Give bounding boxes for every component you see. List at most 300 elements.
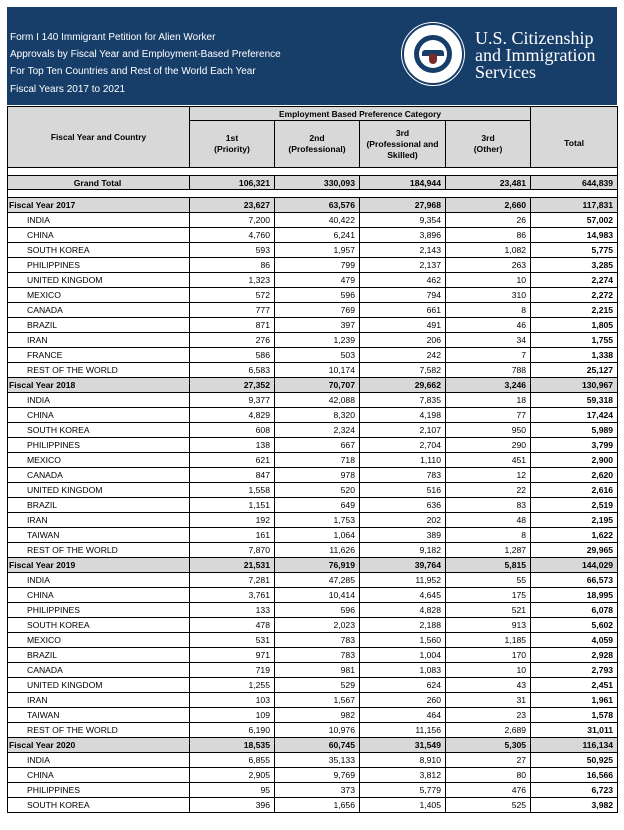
- country-row: [8, 333, 618, 348]
- country-name: REST OF THE WORLD: [8, 543, 190, 558]
- country-total-cell: 1,338: [531, 348, 618, 363]
- fiscal-year-row: [8, 738, 618, 753]
- country-total-cell: 3,982: [531, 798, 618, 813]
- country-name: CHINA: [8, 588, 190, 603]
- country-cell: 1,567: [275, 693, 360, 708]
- country-cell: 9,182: [360, 543, 446, 558]
- country-name: INDIA: [8, 573, 190, 588]
- country-cell: 34: [446, 333, 531, 348]
- country-name: CHINA: [8, 768, 190, 783]
- country-cell: 77: [446, 408, 531, 423]
- col-header-2nd: 2nd (Professional): [275, 121, 360, 168]
- country-cell: 170: [446, 648, 531, 663]
- country-name: UNITED KINGDOM: [8, 273, 190, 288]
- country-name: IRAN: [8, 693, 190, 708]
- country-total-cell: 29,965: [531, 543, 618, 558]
- country-cell: 175: [446, 588, 531, 603]
- country-row: [8, 633, 618, 648]
- country-name: UNITED KINGDOM: [8, 483, 190, 498]
- grand-total-cell: 184,944: [360, 176, 446, 190]
- fiscal-year-cell: 70,707: [275, 378, 360, 393]
- country-cell: 1,082: [446, 243, 531, 258]
- country-cell: 516: [360, 483, 446, 498]
- fiscal-year-cell: 21,531: [190, 558, 275, 573]
- country-name: PHILIPPINES: [8, 603, 190, 618]
- country-cell: 4,198: [360, 408, 446, 423]
- table-group-header-row: [8, 107, 618, 121]
- country-cell: 783: [275, 633, 360, 648]
- country-cell: 777: [190, 303, 275, 318]
- country-name: TAIWAN: [8, 528, 190, 543]
- country-cell: 55: [446, 573, 531, 588]
- country-cell: 1,753: [275, 513, 360, 528]
- country-cell: 389: [360, 528, 446, 543]
- country-cell: 10: [446, 273, 531, 288]
- country-cell: 8: [446, 303, 531, 318]
- country-cell: 2,143: [360, 243, 446, 258]
- country-cell: 478: [190, 618, 275, 633]
- country-row: [8, 618, 618, 633]
- country-cell: 8,910: [360, 753, 446, 768]
- country-cell: 520: [275, 483, 360, 498]
- country-cell: 6,241: [275, 228, 360, 243]
- country-name: MEXICO: [8, 288, 190, 303]
- country-cell: 667: [275, 438, 360, 453]
- fiscal-year-cell: 5,305: [446, 738, 531, 753]
- country-name: INDIA: [8, 393, 190, 408]
- country-name: PHILIPPINES: [8, 438, 190, 453]
- country-cell: 35,133: [275, 753, 360, 768]
- fiscal-year-row: [8, 378, 618, 393]
- country-cell: 649: [275, 498, 360, 513]
- country-cell: 981: [275, 663, 360, 678]
- country-cell: 871: [190, 318, 275, 333]
- country-cell: 4,760: [190, 228, 275, 243]
- country-cell: 462: [360, 273, 446, 288]
- country-cell: 10,414: [275, 588, 360, 603]
- country-cell: 783: [360, 468, 446, 483]
- country-cell: 10,976: [275, 723, 360, 738]
- country-cell: 48: [446, 513, 531, 528]
- title-line: For Top Ten Countries and Rest of the World Each Year: [10, 66, 256, 78]
- country-cell: 27: [446, 753, 531, 768]
- country-total-cell: 25,127: [531, 363, 618, 378]
- country-cell: 950: [446, 423, 531, 438]
- group-header: Employment Based Preference Category: [190, 107, 531, 121]
- country-cell: 95: [190, 783, 275, 798]
- col-header-3rd-other: 3rd (Other): [446, 121, 531, 168]
- country-cell: 503: [275, 348, 360, 363]
- spacer-row: [8, 190, 618, 198]
- grand-total-cell: 330,093: [275, 176, 360, 190]
- country-row: [8, 393, 618, 408]
- country-cell: 718: [275, 453, 360, 468]
- country-cell: 396: [190, 798, 275, 813]
- agency-line: Services: [475, 62, 536, 82]
- country-cell: 7: [446, 348, 531, 363]
- country-cell: 397: [275, 318, 360, 333]
- country-cell: 11,156: [360, 723, 446, 738]
- country-row: [8, 303, 618, 318]
- country-cell: 1,004: [360, 648, 446, 663]
- country-cell: 1,558: [190, 483, 275, 498]
- country-cell: 43: [446, 678, 531, 693]
- country-cell: 913: [446, 618, 531, 633]
- title-line: Fiscal Years 2017 to 2021: [10, 83, 126, 95]
- country-cell: 2,905: [190, 768, 275, 783]
- country-cell: 4,645: [360, 588, 446, 603]
- country-row: [8, 453, 618, 468]
- country-cell: 26: [446, 213, 531, 228]
- country-name: SOUTH KOREA: [8, 423, 190, 438]
- country-row: [8, 708, 618, 723]
- country-cell: 6,583: [190, 363, 275, 378]
- fiscal-year-cell: 27,352: [190, 378, 275, 393]
- country-cell: 531: [190, 633, 275, 648]
- country-name: CANADA: [8, 468, 190, 483]
- country-total-cell: 66,573: [531, 573, 618, 588]
- country-name: CANADA: [8, 663, 190, 678]
- country-cell: 161: [190, 528, 275, 543]
- country-row: [8, 318, 618, 333]
- agency-name: [475, 30, 595, 81]
- fiscal-year-cell: 39,764: [360, 558, 446, 573]
- country-row: [8, 588, 618, 603]
- fiscal-year-cell: 27,968: [360, 198, 446, 213]
- eagle-icon: [419, 40, 447, 68]
- country-cell: 525: [446, 798, 531, 813]
- country-cell: 8: [446, 528, 531, 543]
- country-cell: 7,870: [190, 543, 275, 558]
- col-header-total: Total: [531, 121, 618, 168]
- country-cell: 192: [190, 513, 275, 528]
- fiscal-year-cell: 5,815: [446, 558, 531, 573]
- grand-total-row: [8, 176, 618, 190]
- country-row: [8, 498, 618, 513]
- country-cell: 260: [360, 693, 446, 708]
- country-name: FRANCE: [8, 348, 190, 363]
- country-cell: 2,188: [360, 618, 446, 633]
- country-total-cell: 1,805: [531, 318, 618, 333]
- country-cell: 22: [446, 483, 531, 498]
- grand-total-cell: 106,321: [190, 176, 275, 190]
- country-total-cell: 59,318: [531, 393, 618, 408]
- country-cell: 479: [275, 273, 360, 288]
- grand-total-label: Grand Total: [8, 176, 190, 190]
- country-cell: 1,656: [275, 798, 360, 813]
- country-cell: 572: [190, 288, 275, 303]
- country-row: [8, 423, 618, 438]
- country-row: [8, 258, 618, 273]
- country-row: [8, 228, 618, 243]
- country-total-cell: 2,274: [531, 273, 618, 288]
- country-cell: 310: [446, 288, 531, 303]
- country-row: [8, 753, 618, 768]
- country-cell: 2,137: [360, 258, 446, 273]
- country-cell: 3,812: [360, 768, 446, 783]
- country-cell: 464: [360, 708, 446, 723]
- country-cell: 9,377: [190, 393, 275, 408]
- country-cell: 1,560: [360, 633, 446, 648]
- country-name: SOUTH KOREA: [8, 243, 190, 258]
- country-total-cell: 2,215: [531, 303, 618, 318]
- country-cell: 4,829: [190, 408, 275, 423]
- country-cell: 451: [446, 453, 531, 468]
- header-blank: [531, 107, 618, 121]
- country-cell: 1,405: [360, 798, 446, 813]
- country-name: REST OF THE WORLD: [8, 363, 190, 378]
- country-row: [8, 513, 618, 528]
- country-cell: 476: [446, 783, 531, 798]
- country-cell: 6,190: [190, 723, 275, 738]
- country-cell: 46: [446, 318, 531, 333]
- country-cell: 6,855: [190, 753, 275, 768]
- country-row: [8, 273, 618, 288]
- country-total-cell: 16,566: [531, 768, 618, 783]
- country-cell: 799: [275, 258, 360, 273]
- country-cell: 2,704: [360, 438, 446, 453]
- fiscal-year-cell: 18,535: [190, 738, 275, 753]
- country-cell: 596: [275, 288, 360, 303]
- country-name: TAIWAN: [8, 708, 190, 723]
- country-cell: 7,835: [360, 393, 446, 408]
- country-total-cell: 14,983: [531, 228, 618, 243]
- row-header: Fiscal Year and Country: [8, 107, 190, 168]
- country-cell: 11,952: [360, 573, 446, 588]
- country-cell: 794: [360, 288, 446, 303]
- country-cell: 1,064: [275, 528, 360, 543]
- country-cell: 521: [446, 603, 531, 618]
- country-cell: 491: [360, 318, 446, 333]
- country-total-cell: 3,799: [531, 438, 618, 453]
- country-cell: 1,323: [190, 273, 275, 288]
- country-cell: 18: [446, 393, 531, 408]
- country-row: [8, 363, 618, 378]
- country-cell: 982: [275, 708, 360, 723]
- country-cell: 47,285: [275, 573, 360, 588]
- country-cell: 133: [190, 603, 275, 618]
- country-cell: 11,626: [275, 543, 360, 558]
- title-line: Approvals by Fiscal Year and Employment-Based Preference: [10, 49, 281, 61]
- country-name: INDIA: [8, 213, 190, 228]
- country-total-cell: 50,925: [531, 753, 618, 768]
- country-cell: 42,088: [275, 393, 360, 408]
- country-cell: 86: [446, 228, 531, 243]
- country-total-cell: 1,622: [531, 528, 618, 543]
- country-row: [8, 288, 618, 303]
- country-cell: 276: [190, 333, 275, 348]
- country-cell: 2,689: [446, 723, 531, 738]
- country-total-cell: 2,195: [531, 513, 618, 528]
- country-total-cell: 18,995: [531, 588, 618, 603]
- agency-line: U.S. Citizenship: [475, 28, 594, 48]
- country-cell: 1,110: [360, 453, 446, 468]
- fiscal-year-cell: 130,967: [531, 378, 618, 393]
- country-total-cell: 2,928: [531, 648, 618, 663]
- country-row: [8, 483, 618, 498]
- country-cell: 978: [275, 468, 360, 483]
- country-cell: 80: [446, 768, 531, 783]
- country-name: PHILIPPINES: [8, 783, 190, 798]
- dhs-seal-icon: [402, 23, 464, 85]
- col-header-1st: 1st (Priority): [190, 121, 275, 168]
- fiscal-year-label: Fiscal Year 2017: [8, 198, 190, 213]
- country-total-cell: 2,519: [531, 498, 618, 513]
- country-cell: 971: [190, 648, 275, 663]
- country-row: [8, 798, 618, 813]
- country-cell: 23: [446, 708, 531, 723]
- country-cell: 10: [446, 663, 531, 678]
- country-row: [8, 678, 618, 693]
- country-row: [8, 648, 618, 663]
- country-row: [8, 438, 618, 453]
- country-cell: 1,957: [275, 243, 360, 258]
- country-total-cell: 4,059: [531, 633, 618, 648]
- fiscal-year-cell: 116,134: [531, 738, 618, 753]
- country-total-cell: 2,900: [531, 453, 618, 468]
- fiscal-year-row: [8, 198, 618, 213]
- country-total-cell: 2,451: [531, 678, 618, 693]
- fiscal-year-label: Fiscal Year 2020: [8, 738, 190, 753]
- country-row: [8, 768, 618, 783]
- country-cell: 3,896: [360, 228, 446, 243]
- approvals-table: [7, 106, 618, 813]
- fiscal-year-label: Fiscal Year 2019: [8, 558, 190, 573]
- country-cell: 1,255: [190, 678, 275, 693]
- country-cell: 1,287: [446, 543, 531, 558]
- country-row: [8, 408, 618, 423]
- country-row: [8, 723, 618, 738]
- country-cell: 7,200: [190, 213, 275, 228]
- country-cell: 3,761: [190, 588, 275, 603]
- country-cell: 5,779: [360, 783, 446, 798]
- country-name: CANADA: [8, 303, 190, 318]
- country-cell: 719: [190, 663, 275, 678]
- country-name: BRAZIL: [8, 318, 190, 333]
- country-cell: 242: [360, 348, 446, 363]
- country-name: INDIA: [8, 753, 190, 768]
- country-cell: 109: [190, 708, 275, 723]
- country-cell: 290: [446, 438, 531, 453]
- country-cell: 12: [446, 468, 531, 483]
- country-row: [8, 543, 618, 558]
- country-cell: 847: [190, 468, 275, 483]
- country-total-cell: 1,578: [531, 708, 618, 723]
- country-cell: 593: [190, 243, 275, 258]
- seal-center: [414, 35, 452, 73]
- country-cell: 596: [275, 603, 360, 618]
- country-name: BRAZIL: [8, 648, 190, 663]
- country-name: UNITED KINGDOM: [8, 678, 190, 693]
- country-cell: 529: [275, 678, 360, 693]
- country-cell: 2,324: [275, 423, 360, 438]
- country-total-cell: 57,002: [531, 213, 618, 228]
- country-row: [8, 693, 618, 708]
- country-row: [8, 213, 618, 228]
- country-name: MEXICO: [8, 633, 190, 648]
- country-cell: 636: [360, 498, 446, 513]
- country-total-cell: 2,272: [531, 288, 618, 303]
- country-cell: 769: [275, 303, 360, 318]
- fiscal-year-label: Fiscal Year 2018: [8, 378, 190, 393]
- country-row: [8, 603, 618, 618]
- country-total-cell: 2,620: [531, 468, 618, 483]
- fiscal-year-cell: 144,029: [531, 558, 618, 573]
- country-cell: 783: [275, 648, 360, 663]
- report-header: [7, 7, 617, 105]
- country-total-cell: 6,078: [531, 603, 618, 618]
- country-total-cell: 5,602: [531, 618, 618, 633]
- country-cell: 206: [360, 333, 446, 348]
- country-cell: 7,582: [360, 363, 446, 378]
- grand-total-cell: 644,839: [531, 176, 618, 190]
- country-cell: 1,083: [360, 663, 446, 678]
- country-row: [8, 468, 618, 483]
- fiscal-year-cell: 117,831: [531, 198, 618, 213]
- fiscal-year-cell: 31,549: [360, 738, 446, 753]
- country-cell: 788: [446, 363, 531, 378]
- report-title-block: [10, 29, 281, 98]
- country-name: CHINA: [8, 408, 190, 423]
- agency-line: and Immigration: [475, 45, 596, 65]
- country-cell: 86: [190, 258, 275, 273]
- country-total-cell: 5,775: [531, 243, 618, 258]
- grand-total-cell: 23,481: [446, 176, 531, 190]
- fiscal-year-row: [8, 558, 618, 573]
- country-cell: 103: [190, 693, 275, 708]
- table-body: [8, 168, 618, 813]
- country-cell: 1,151: [190, 498, 275, 513]
- fiscal-year-cell: 23,627: [190, 198, 275, 213]
- country-cell: 621: [190, 453, 275, 468]
- country-name: SOUTH KOREA: [8, 798, 190, 813]
- fiscal-year-cell: 60,745: [275, 738, 360, 753]
- country-name: PHILIPPINES: [8, 258, 190, 273]
- country-cell: 202: [360, 513, 446, 528]
- country-cell: 373: [275, 783, 360, 798]
- country-cell: 9,354: [360, 213, 446, 228]
- country-total-cell: 17,424: [531, 408, 618, 423]
- country-total-cell: 1,755: [531, 333, 618, 348]
- country-cell: 4,828: [360, 603, 446, 618]
- country-cell: 624: [360, 678, 446, 693]
- country-cell: 10,174: [275, 363, 360, 378]
- country-cell: 1,185: [446, 633, 531, 648]
- country-cell: 83: [446, 498, 531, 513]
- country-name: BRAZIL: [8, 498, 190, 513]
- country-cell: 2,023: [275, 618, 360, 633]
- country-cell: 1,239: [275, 333, 360, 348]
- country-total-cell: 2,616: [531, 483, 618, 498]
- country-cell: 8,320: [275, 408, 360, 423]
- country-row: [8, 573, 618, 588]
- country-total-cell: 31,011: [531, 723, 618, 738]
- country-cell: 586: [190, 348, 275, 363]
- country-cell: 608: [190, 423, 275, 438]
- country-name: IRAN: [8, 513, 190, 528]
- spacer-row: [8, 168, 618, 176]
- col-header-3rd-skilled: 3rd (Professional and Skilled): [360, 121, 446, 168]
- country-row: [8, 243, 618, 258]
- fiscal-year-cell: 63,576: [275, 198, 360, 213]
- fiscal-year-cell: 29,662: [360, 378, 446, 393]
- country-total-cell: 5,989: [531, 423, 618, 438]
- country-cell: 40,422: [275, 213, 360, 228]
- country-name: SOUTH KOREA: [8, 618, 190, 633]
- fiscal-year-cell: 2,660: [446, 198, 531, 213]
- country-total-cell: 3,285: [531, 258, 618, 273]
- country-row: [8, 783, 618, 798]
